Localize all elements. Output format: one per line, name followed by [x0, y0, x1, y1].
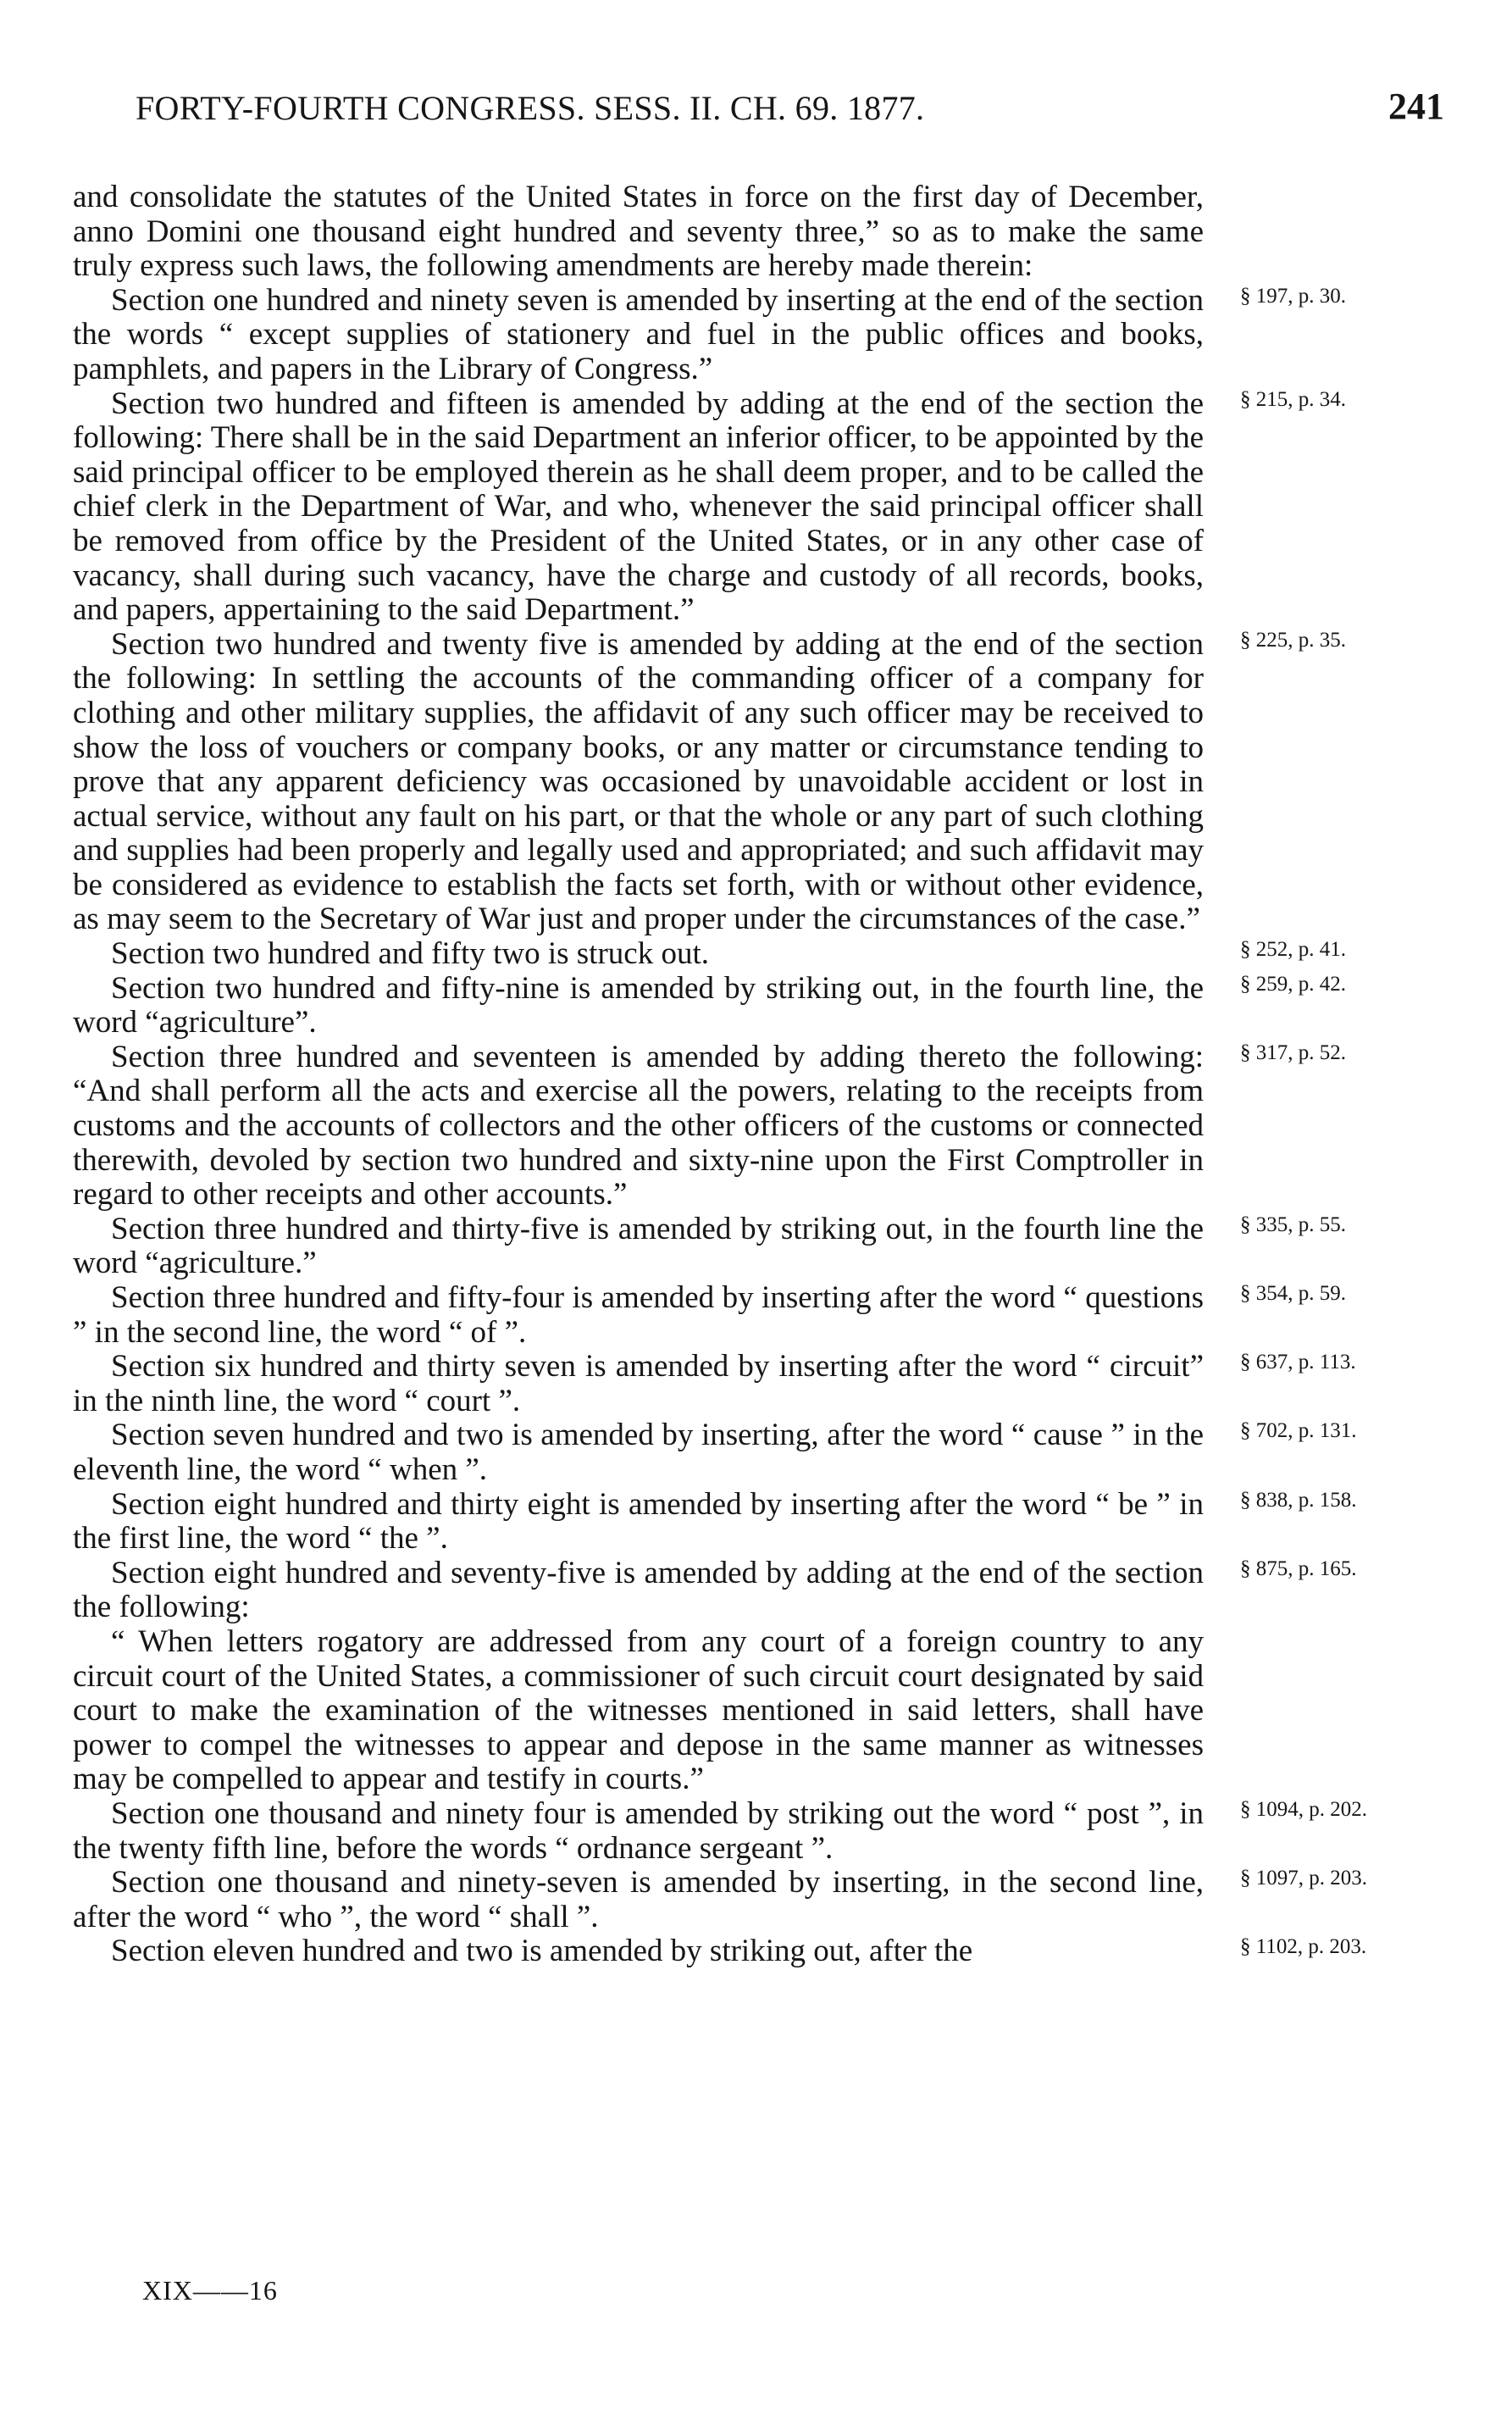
signature-mark: XIX——16 [142, 2275, 278, 2306]
paragraph-quote-letters-rogatory: “ When letters rogatory are addressed from any court of a foreign country to any circuit court of the United States, a commissioner of such circuit court designated by said court to make the examination of the witnesses mentioned in said letters, shall have power to compel the witnesses to appear and depose in the same manner as witnesses may be compelled to appear and testify in courts.” [73, 1623, 1204, 1797]
paragraph-sec-252: Section two hundred and fifty two is struck out. § 252, p. 41. [73, 937, 1204, 972]
margin-note: § 317, p. 52. [1240, 1040, 1346, 1064]
paragraph-sec-317: Section three hundred and seventeen is amended by adding thereto the following: “And shall perform all the acts and exercise all the powers, relating to the receipts from customs and the accounts of collectors and the other officers of the customs or connected therewith, devoled by section two hundred and sixty-nine upon the First Comptroller in regard to other receipts and other accounts.” § 317, p. 52. [73, 1040, 1204, 1212]
paragraph-sec-1094: Section one thousand and ninety four is amended by striking out the word “ post ”, in the twenty fifth line, before the words “ ordnance sergeant ”. § 1094, p. 202. [73, 1797, 1204, 1866]
paragraph-sec-197: Section one hundred and ninety seven is amended by inserting at the end of the section the words “ except supplies of stationery and fuel in the public offices and books, pamphlets, and papers in the Library of Congress.” § 197, p. 30. [73, 284, 1204, 387]
paragraph-sec-1102: Section eleven hundred and two is amended by striking out, after the § 1102, p. 203. [73, 1934, 1204, 1969]
margin-note: § 1102, p. 203. [1240, 1935, 1367, 1959]
page-number: 241 [1388, 86, 1444, 127]
margin-note: § 702, p. 131. [1240, 1419, 1357, 1443]
paragraph-sec-1097: Section one thousand and ninety-seven is amended by inserting, in the second line, after the word “ who ”, the word “ shall ”. § 1097, p. 203. [73, 1866, 1204, 1934]
margin-note: § 1097, p. 203. [1240, 1867, 1367, 1890]
paragraph-sec-215: Section two hundred and fifteen is amended by adding at the end of the section the following: There shall be in the said Department an inferior officer, to be appointed by the said principal officer to be employed therein as he shall deem proper, and to be called the chief clerk in the Department of War, and who, whenever the said principal officer shall be removed from office by the President of the United States, or in any other case of vacancy, shall during such vacancy, have the charge and custody of all records, books, and papers, appertaining to the said Department.” § 215, p. 34. [73, 387, 1204, 628]
page-header [136, 88, 1444, 130]
paragraph-sec-637: Section six hundred and thirty seven is amended by inserting after the word “ circuit” in the ninth line, the word “ court ”. § 637, p. 113. [73, 1350, 1204, 1418]
margin-note: § 1094, p. 202. [1240, 1797, 1367, 1821]
running-head: FORTY-FOURTH CONGRESS. SESS. II. CH. 69. 1877. [136, 89, 925, 127]
paragraph-sec-702: Section seven hundred and two is amended by inserting, after the word “ cause ” in the eleventh line, the word “ when ”. § 702, p. 131. [73, 1418, 1204, 1487]
margin-note: § 252, p. 41. [1240, 938, 1346, 962]
margin-note: § 335, p. 55. [1240, 1212, 1346, 1236]
paragraph-sec-259: Section two hundred and fifty-nine is amended by striking out, in the fourth line, the word “agriculture”. § 259, p. 42. [73, 972, 1204, 1040]
margin-note: § 838, p. 158. [1240, 1488, 1357, 1512]
statute-text [73, 180, 1367, 1969]
paragraph-sec-354: Section three hundred and fifty-four is amended by inserting after the word “ questions ” in the second line, the word “ of ”. § 354, p. 59. [73, 1281, 1204, 1350]
margin-note: § 875, p. 165. [1240, 1557, 1357, 1580]
margin-note: § 215, p. 34. [1240, 387, 1346, 411]
paragraph-sec-225: Section two hundred and twenty five is amended by adding at the end of the section the following: In settling the accounts of the commanding officer of a company for clothing and other military supplies, the affidavit of any such officer may be received to show the loss of vouchers or company books, or any matter or circumstance tending to prove that any apparent deficiency was occasioned by unavoidable accident or lost in actual service, without any fault on his part, or that the whole or any part of such clothing and supplies had been properly and legally used and appropriated; and such affidavit may be considered as evidence to establish the facts set forth, with or without other evidence, as may seem to the Secretary of War just and proper under the circumstances of the case.” § 225, p. 35. [73, 628, 1204, 937]
paragraph-sec-875: Section eight hundred and seventy-five is amended by adding at the end of the section the following: § 875, p. 165. [73, 1557, 1204, 1625]
paragraph-intro: and consolidate the statutes of the United States in force on the first day of December, anno Domini one thousand eight hundred and seventy three,” so as to make the same truly express such laws, the following amendments are hereby made therein: [73, 180, 1204, 284]
margin-note: § 354, p. 59. [1240, 1282, 1346, 1305]
margin-note: § 637, p. 113. [1240, 1351, 1356, 1374]
margin-note: § 259, p. 42. [1240, 972, 1346, 996]
margin-note: § 197, p. 30. [1240, 284, 1346, 308]
paragraph-sec-838: Section eight hundred and thirty eight is amended by inserting after the word “ be ” in the first line, the word “ the ”. § 838, p. 158. [73, 1488, 1204, 1557]
paragraph-sec-335: Section three hundred and thirty-five is amended by striking out, in the fourth line the word “agriculture.” § 335, p. 55. [73, 1212, 1204, 1281]
margin-note: § 225, p. 35. [1240, 628, 1346, 652]
